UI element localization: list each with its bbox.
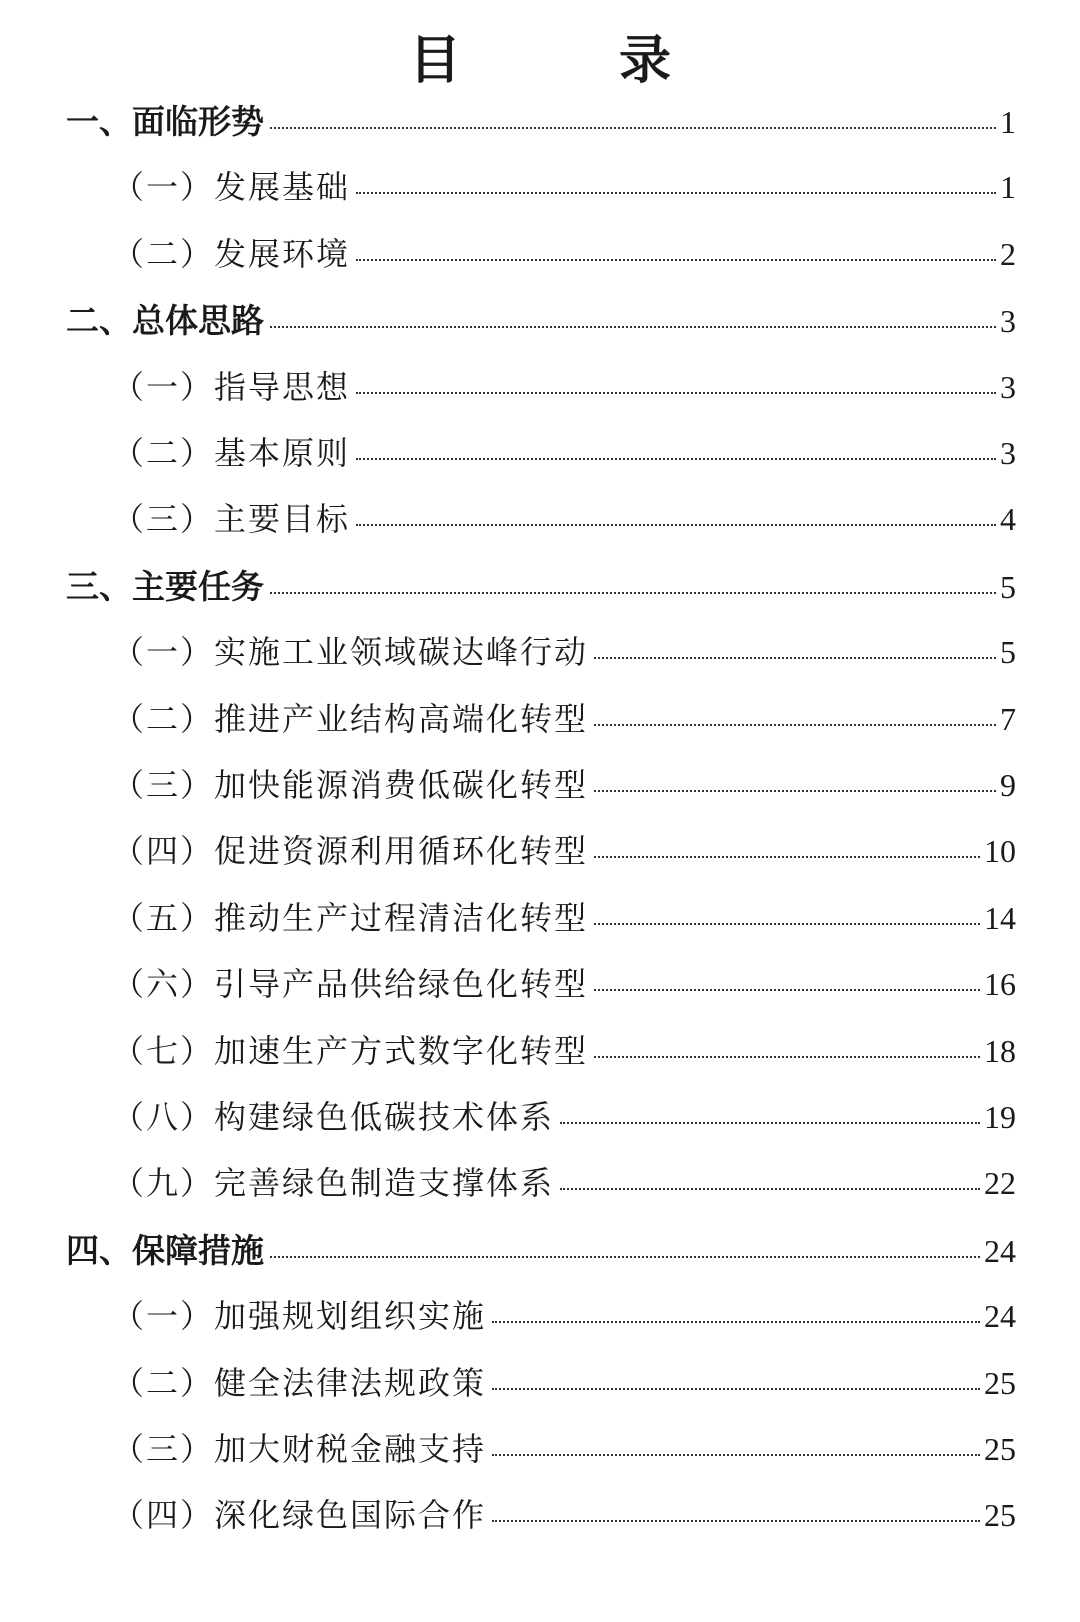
toc-section-entry[interactable] [112, 1424, 1016, 1474]
toc-entry-label: （八）构建绿色低碳技术体系 [112, 1098, 555, 1136]
page-title: 目 录 [408, 31, 742, 91]
dot-leader [356, 192, 996, 194]
toc-page-number: 24 [984, 1298, 1016, 1334]
dot-leader [492, 1388, 980, 1390]
toc-page-number: 4 [1000, 501, 1016, 537]
dot-leader [594, 989, 980, 991]
toc-page-number: 2 [1000, 236, 1016, 272]
dot-leader [356, 392, 996, 394]
toc-entry-label: （一）加强规划组织实施 [112, 1297, 487, 1335]
dot-leader [560, 1122, 980, 1124]
toc-section-entry[interactable] [112, 1158, 1016, 1208]
toc-entry-label: （二）推进产业结构高端化转型 [112, 700, 589, 738]
toc-entry-label: （三）加快能源消费低碳化转型 [112, 766, 589, 804]
toc-page-number: 3 [1000, 303, 1016, 339]
toc-entry-label: （一）实施工业领域碳达峰行动 [112, 633, 589, 671]
toc-entry-label: 一、面临形势 [66, 102, 264, 141]
toc-page-number: 3 [1000, 435, 1016, 471]
toc-entry-label: （六）引导产品供给绿色化转型 [112, 965, 589, 1003]
toc-section-entry[interactable] [112, 694, 1016, 744]
toc-section-entry[interactable] [112, 229, 1016, 279]
toc-section-entry[interactable] [112, 1490, 1016, 1540]
toc-entry-label: （四）促进资源利用循环化转型 [112, 832, 589, 870]
toc-entry-label: （九）完善绿色制造支撑体系 [112, 1164, 555, 1202]
dot-leader [492, 1520, 980, 1522]
toc-page-number: 1 [1000, 104, 1016, 140]
toc-page-number: 9 [1000, 767, 1016, 803]
toc-entry-label: （三）加大财税金融支持 [112, 1430, 487, 1468]
toc-page-number: 16 [984, 966, 1016, 1002]
toc-chapter-entry[interactable] [66, 561, 1016, 611]
toc-section-entry[interactable] [112, 826, 1016, 876]
toc-section-entry[interactable] [112, 162, 1016, 212]
toc-page-number: 14 [984, 900, 1016, 936]
toc-section-entry[interactable] [112, 362, 1016, 412]
dot-leader [594, 724, 996, 726]
toc-entry-label: （二）基本原则 [112, 434, 351, 472]
dot-leader [560, 1188, 980, 1190]
dot-leader [594, 657, 996, 659]
toc-entry-label: （三）主要目标 [112, 500, 351, 538]
toc-page-number: 18 [984, 1033, 1016, 1069]
toc-page-number: 25 [984, 1431, 1016, 1467]
toc-entry-label: 三、主要任务 [66, 567, 264, 606]
dot-leader [356, 524, 996, 526]
toc-chapter-entry[interactable] [66, 295, 1016, 345]
toc-page-number: 3 [1000, 369, 1016, 405]
toc-page-number: 5 [1000, 569, 1016, 605]
toc-entry-label: （一）指导思想 [112, 368, 351, 406]
dot-leader [492, 1321, 980, 1323]
toc-page-number: 25 [984, 1365, 1016, 1401]
toc-entry-label: 二、总体思路 [66, 301, 264, 340]
toc-section-entry[interactable] [112, 1358, 1016, 1408]
toc-chapter-entry[interactable] [66, 96, 1016, 146]
dot-leader [594, 790, 996, 792]
toc-entry-label: 四、保障措施 [66, 1231, 264, 1270]
toc-entry-label: （二）健全法律法规政策 [112, 1364, 487, 1402]
dot-leader [356, 458, 996, 460]
toc-entry-label: （一）发展基础 [112, 168, 351, 206]
toc-entry-label: （二）发展环境 [112, 235, 351, 273]
dot-leader [270, 326, 996, 328]
dot-leader [594, 923, 980, 925]
dot-leader [594, 1056, 980, 1058]
toc-section-entry[interactable] [112, 1291, 1016, 1341]
dot-leader [270, 127, 996, 129]
toc-section-entry[interactable] [112, 1092, 1016, 1142]
toc-section-entry[interactable] [112, 959, 1016, 1009]
toc-entry-label: （四）深化绿色国际合作 [112, 1496, 487, 1534]
toc-section-entry[interactable] [112, 1026, 1016, 1076]
toc-page-number: 1 [1000, 169, 1016, 205]
toc-page-number: 22 [984, 1165, 1016, 1201]
toc-page-number: 19 [984, 1099, 1016, 1135]
toc-section-entry[interactable] [112, 494, 1016, 544]
toc-section-entry[interactable] [112, 893, 1016, 943]
toc-section-entry[interactable] [112, 428, 1016, 478]
toc-section-entry[interactable] [112, 760, 1016, 810]
toc-page-number: 25 [984, 1497, 1016, 1533]
dot-leader [492, 1454, 980, 1456]
dot-leader [270, 1256, 980, 1258]
toc-page-number: 10 [984, 833, 1016, 869]
toc-entry-label: （七）加速生产方式数字化转型 [112, 1032, 589, 1070]
dot-leader [270, 592, 996, 594]
toc-page-number: 7 [1000, 701, 1016, 737]
toc-page-number: 24 [984, 1233, 1016, 1269]
toc-section-entry[interactable] [112, 627, 1016, 677]
toc-chapter-entry[interactable] [66, 1225, 1016, 1275]
toc-page-number: 5 [1000, 634, 1016, 670]
dot-leader [356, 259, 996, 261]
dot-leader [594, 856, 980, 858]
toc-entry-label: （五）推动生产过程清洁化转型 [112, 899, 589, 937]
